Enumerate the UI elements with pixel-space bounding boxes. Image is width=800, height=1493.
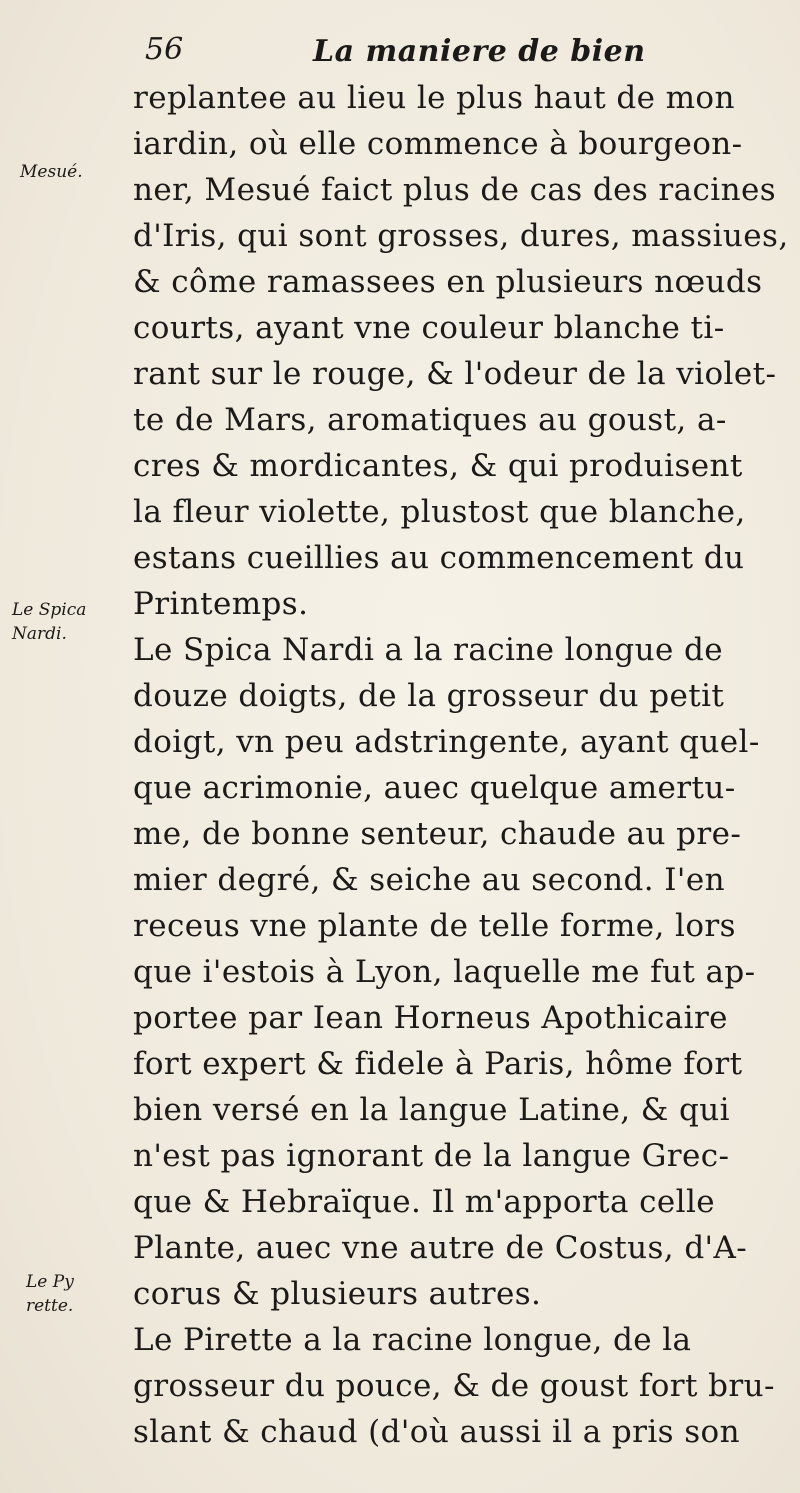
page-header (145, 24, 705, 72)
running-head: La maniere de bien (313, 34, 646, 69)
text-line: grosseur du pouce, & de goust fort bru- (133, 1368, 775, 1404)
text-line: Le Pirette a la racine longue, de la (133, 1322, 692, 1358)
text-line: n'est pas ignorant de la langue Grec- (133, 1138, 730, 1174)
margin-note-pyrette (26, 1270, 74, 1318)
text-line: que i'estois à Lyon, laquelle me fut ap- (133, 954, 756, 990)
text-line: cres & mordicantes, & qui produisent (133, 448, 743, 484)
margin-note-text: Nardi. (12, 624, 67, 644)
margin-note-text: Le Spica (12, 600, 87, 620)
text-line: que & Hebraïque. Il m'apporta celle (133, 1184, 716, 1220)
text-line: & côme ramassees en plusieurs nœuds (133, 264, 763, 300)
text-line: replantee au lieu le plus haut de mon (133, 80, 735, 116)
text-line: fort expert & fidele à Paris, hôme fort (133, 1046, 743, 1082)
text-line: Le Spica Nardi a la racine longue de (133, 632, 723, 668)
text-line: portee par Iean Horneus Apothicaire (133, 1000, 728, 1036)
text-line: me, de bonne senteur, chaude au pre- (133, 816, 742, 852)
text-line: la fleur violette, plustost que blanche, (133, 494, 746, 530)
text-line: d'Iris, qui sont grosses, dures, massiues, (133, 218, 789, 254)
text-line: Plante, auec vne autre de Costus, d'A- (133, 1230, 748, 1266)
margin-note-text: Le Py (26, 1272, 74, 1292)
text-line: receus vne plante de telle forme, lors (133, 908, 736, 944)
text-line: bien versé en la langue Latine, & qui (133, 1092, 730, 1128)
text-line: Printemps. (133, 586, 309, 622)
text-line: douze doigts, de la grosseur du petit (133, 678, 725, 714)
text-line: que acrimonie, auec quelque amertu- (133, 770, 736, 806)
margin-note-text: Mesué. (20, 162, 83, 182)
text-line: rant sur le rouge, & l'odeur de la violet- (133, 356, 777, 392)
text-line: ner, Mesué faict plus de cas des racines (133, 172, 777, 208)
text-line: te de Mars, aromatiques au goust, a- (133, 402, 727, 438)
page-number: 56 (145, 32, 184, 67)
text-line: corus & plusieurs autres. (133, 1276, 542, 1312)
text-line: slant & chaud (d'où aussi il a pris son (133, 1414, 740, 1450)
text-line: doigt, vn peu adstringente, ayant quel- (133, 724, 760, 760)
text-line: mier degré, & seiche au second. I'en (133, 862, 725, 898)
margin-note-spica-nardi (12, 598, 86, 646)
text-line: courts, ayant vne couleur blanche ti- (133, 310, 725, 346)
text-line: estans cueillies au commencement du (133, 540, 745, 576)
text-line: iardin, où elle commence à bourgeon- (133, 126, 743, 162)
body-text (133, 75, 789, 1455)
margin-note-text: rette. (26, 1296, 74, 1316)
margin-note-mesue (20, 160, 83, 184)
